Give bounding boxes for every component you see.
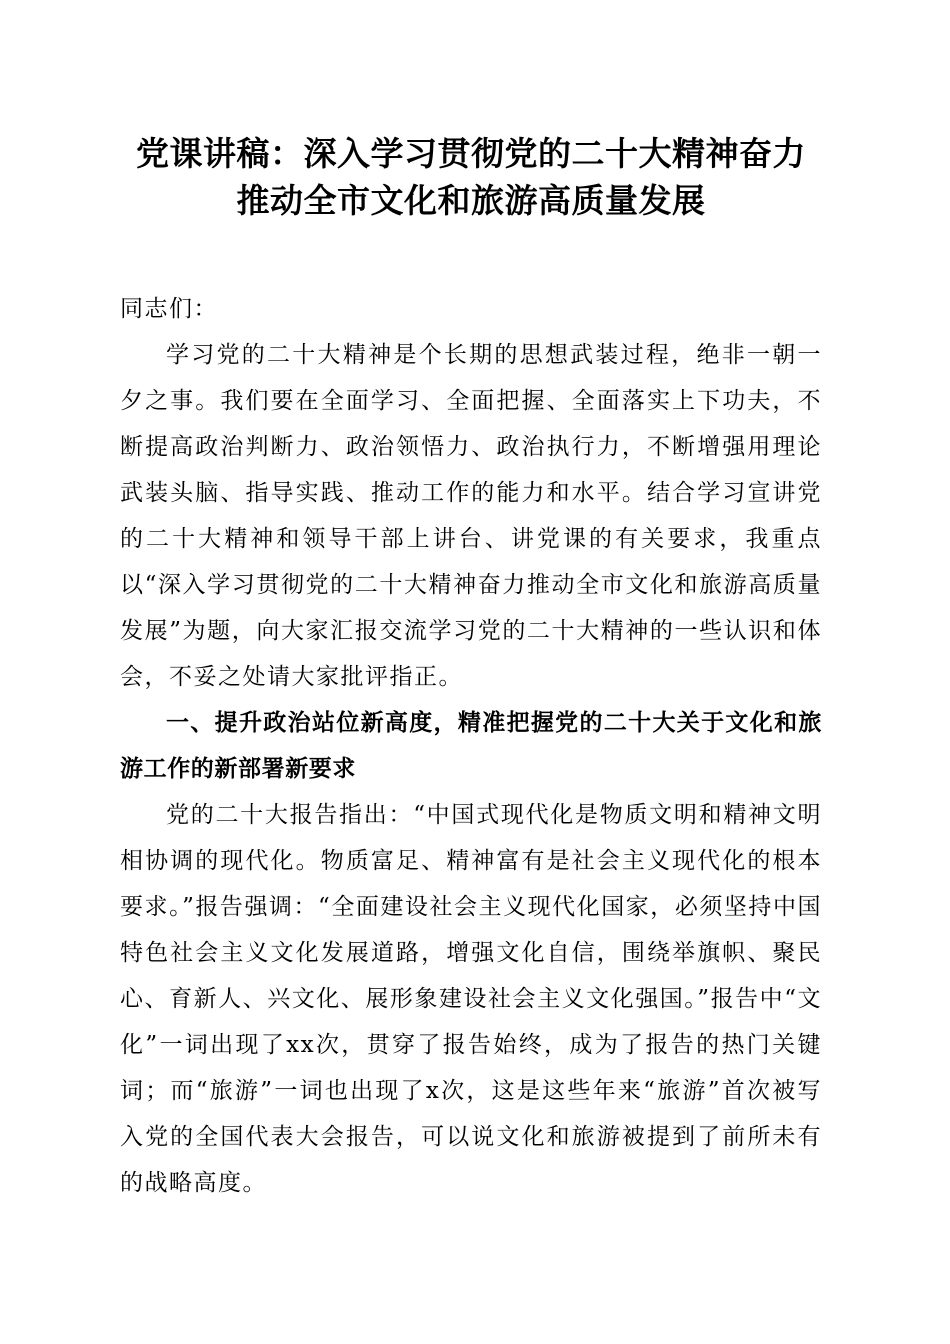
section-heading-1: 一、提升政治站位新高度，精准把握党的二十大关于文化和旅游工作的新部署新要求 xyxy=(120,710,822,782)
paragraph-section-1: 党的二十大报告指出：“中国式现代化是物质文明和精神文明相协调的现代化。物质富足、精神富有是社会主义现代化的根本要求。”报告强调：“全面建设社会主义现代化国家，必须坚持中国特色社会主义文化发展道路，增强文化自信，围绕举旗帜、聚民心、育新人、兴文化、展形象建设社会主义文化强国。”报告中“文化”一词出现了xx次，贯穿了报告始终，成为了报告的热门关键词；而“旅游”一词也出现了x次，这是这些年来“旅游”首次被写入党的全国代表大会报告，可以说文化和旅游被提到了前所未有的战略高度。 xyxy=(120,802,822,1196)
salutation: 同志们： xyxy=(120,296,218,322)
title-line-1: 党课讲稿：深入学习贯彻党的二十大精神奋力 xyxy=(136,134,806,173)
document-title xyxy=(120,130,822,224)
paragraph-intro: 学习党的二十大精神是个长期的思想武装过程，绝非一朝一夕之事。我们要在全面学习、全面把握、全面落实上下功夫，不断提高政治判断力、政治领悟力、政治执行力，不断增强用理论武装头脑、指导实践、推动工作的能力和水平。结合学习宣讲党的二十大精神和领导干部上讲台、讲党课的有关要求，我重点以“深入学习贯彻党的二十大精神奋力推动全市文化和旅游高质量发展”为题，向大家汇报交流学习党的二十大精神的一些认识和体会，不妥之处请大家批评指正。 xyxy=(120,342,822,690)
document-page xyxy=(120,130,822,1206)
title-line-2: 推动全市文化和旅游高质量发展 xyxy=(236,181,706,220)
document-body xyxy=(120,286,822,1206)
